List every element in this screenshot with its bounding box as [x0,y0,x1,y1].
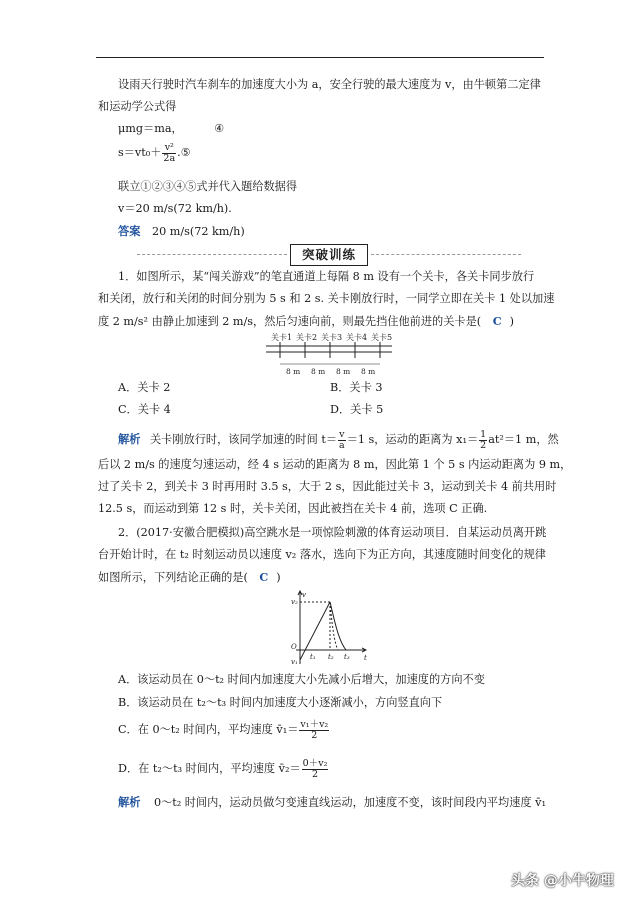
q1-option-d: D．关卡 5 [330,403,384,416]
q1-answer: C [492,314,502,328]
gate-spacing: 8 m [361,367,376,376]
equation-text: s＝vt₀＋ [118,146,162,159]
fraction [338,430,346,451]
equation-text: μmg＝ma， [118,122,183,135]
q2-line: 台开始计时，在 t₂ 时刻运动员以速度 v₂ 落水，选向下为正方向，其速度随时间变化的规律 [98,548,546,561]
q2-line [98,570,281,585]
q2-text: 如图所示，下列结论正确的是( [98,571,248,584]
option-text: D．在 t₂～t₃ 时间内，平均速度 v̄₂＝ [118,762,301,775]
answer-line [118,224,245,239]
fraction-denominator: 2 [311,729,318,741]
q1-text: 度 2 m/s² 由静止加速到 2 m/s，然后匀速向前，则最先挡住他前进的关卡是( [98,315,482,328]
a1-text: at²＝1 m，然 [488,433,559,446]
q1-option-c: C．关卡 4 [118,403,171,416]
gate-label: 关卡5 [371,333,393,342]
gate-label: 关卡1 [271,333,293,342]
answer-label: 答案 [118,224,141,238]
a1-line: 12.5 s，而运动到第 12 s 时，关卡关闭，因此被挡在关卡 4 前，选项 C 正确. [98,502,488,515]
graph-v1-label: v₁ [291,658,298,666]
fraction-numerator: v₁＋v₂ [300,718,329,730]
answer-value: 20 m/s(72 km/h) [151,225,245,238]
a1-line: 后以 2 m/s 的速度匀速运动，经 4 s 运动的距离为 8 m，因此第 1 个 5 s 内运动距离为 9 m， [98,458,572,471]
gate-spacing: 8 m [336,367,351,376]
solution-line: 联立①②③④⑤式并代入题给数据得 [118,180,298,193]
analysis-label: 解析 [118,795,141,809]
q1-line [98,314,514,329]
q1-line: 1．如图所示，某“闯关游戏”的笔直通道上每隔 8 m 设有一个关卡，各关卡同步放行 [118,270,535,283]
q1-line: 和关闭，放行和关闭的时间分别为 5 s 和 2 s. 关卡刚放行时，一同学立即在关卡 1 处以加速 [98,292,555,305]
analysis-label: 解析 [118,432,141,446]
solution-line: 设雨天行驶时汽车刹车的加速度大小为 a，安全行驶的最大速度为 v，由牛顿第二定律 [118,78,541,91]
a2-line [118,795,546,810]
q1-close: ) [509,315,515,328]
fraction [479,430,487,451]
gate-spacing: 8 m [311,367,326,376]
option-text: C．在 0～t₂ 时间内，平均速度 v̄₁＝ [118,723,299,736]
a1-line [118,426,559,453]
gate-label: 关卡2 [296,333,318,342]
equation-4 [118,122,224,136]
fraction [299,720,329,741]
a2-text: 0～t₂ 时间内，运动员做匀变速直线运动，加速度不变，该时间段内平均速度 v̄₁ [153,796,546,809]
q2-answer: C [259,570,269,584]
section-title: 突破训练 [290,244,368,266]
solution-result: v＝20 m/s(72 km/h). [118,202,232,215]
graph-t-axis-label: t [364,654,367,662]
equation-5 [118,140,191,166]
fraction-denominator: 2a [163,152,176,164]
graph-origin-label: O [291,643,297,651]
fraction-numerator: v [339,428,345,440]
gate-spacing: 8 m [286,367,301,376]
graph-t3-label: t₃ [344,653,350,661]
graph-t1-label: t₁ [310,653,316,661]
fraction-numerator: v² [162,143,176,154]
equation-number: ④ [214,122,225,135]
q1-option-b: B．关卡 3 [330,381,383,394]
q2-option-d [118,755,329,783]
fraction [162,143,176,164]
velocity-time-graph [282,588,372,668]
q2-option-c [118,716,330,744]
gate-label: 关卡4 [346,333,368,342]
fraction-numerator: 1 [480,428,487,440]
header-rule [96,57,544,58]
graph-v2-label: v₂ [291,598,298,606]
q2-line: 2．(2017·安徽合肥模拟)高空跳水是一项惊险刺激的体育运动项目．自某运动员离开跳 [118,526,547,539]
gate-diagram [262,330,402,378]
a1-text: 关卡刚放行时，该同学加速的时间 t＝ [149,433,338,446]
q2-option-a: A．该运动员在 0～t₂ 时间内加速度大小先减小后增大，加速度的方向不变 [118,673,485,686]
fraction [302,759,329,780]
graph-v-axis-label: v [302,591,306,599]
fraction-denominator: 2 [312,768,319,780]
q2-option-b: B．该运动员在 t₂～t₃ 时间内加速度大小逐渐减小，方向竖直向下 [118,696,443,709]
fraction-denominator: a [339,439,345,451]
a1-line: 过了关卡 2，到关卡 3 时再用时 3.5 s，大于 2 s，因此能过关卡 3，运动到关卡 4 前共用时 [98,480,557,493]
q1-option-a: A．关卡 2 [118,381,171,394]
a1-text: ＝1 s，运动的距离为 x₁＝ [346,433,479,446]
equation-number: .⑤ [177,146,191,159]
graph-t2-label: t₂ [328,653,334,661]
fraction-numerator: 0＋v₂ [302,757,328,769]
watermark: 头条 @小牛物理 [511,873,614,889]
q2-close: ) [276,571,281,584]
gate-label: 关卡3 [321,333,343,342]
fraction-denominator: 2 [480,439,487,451]
solution-line: 和运动学公式得 [98,100,177,113]
